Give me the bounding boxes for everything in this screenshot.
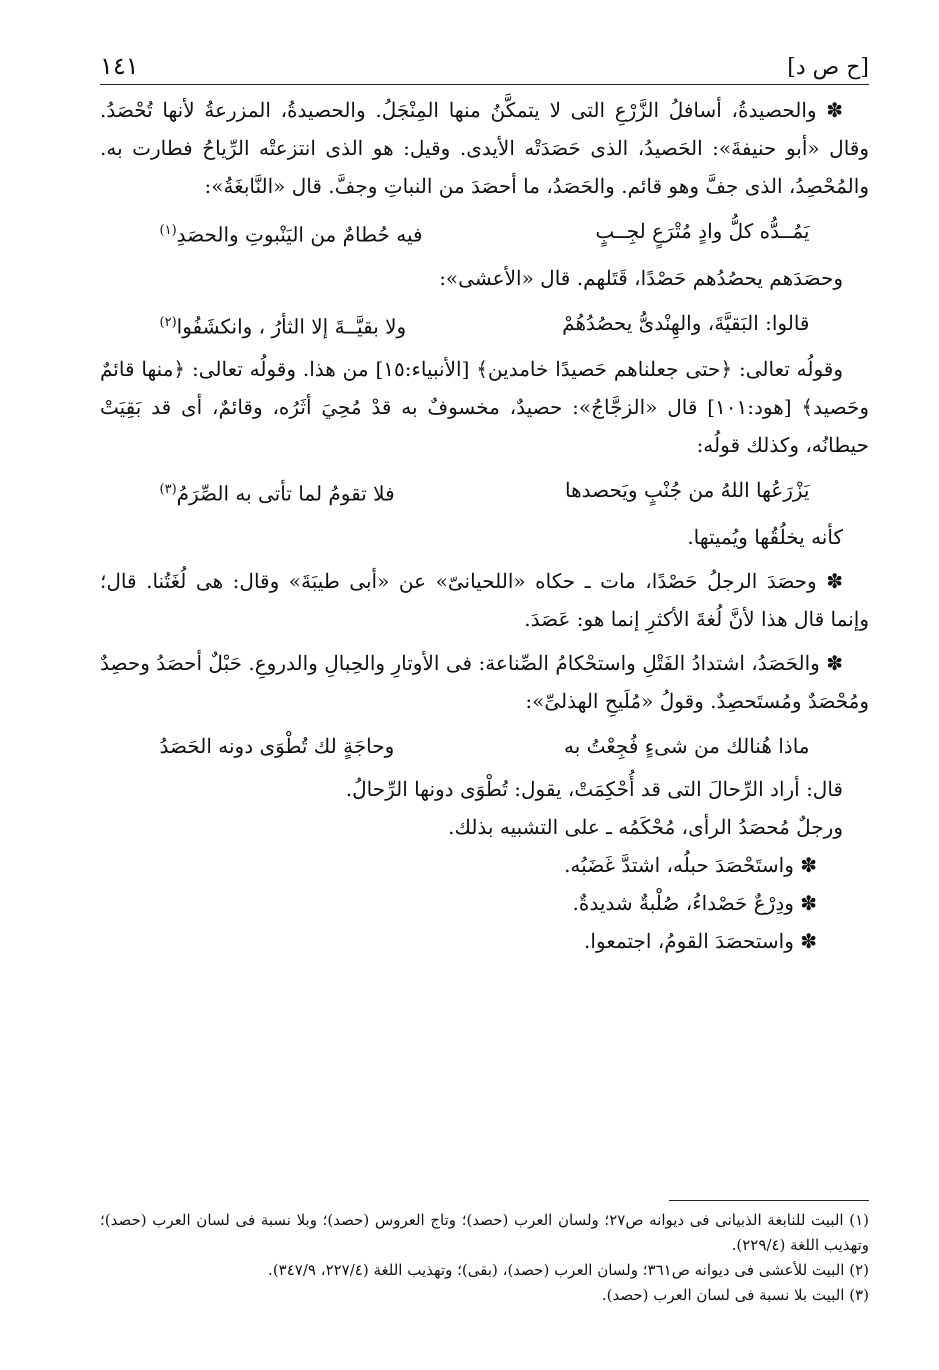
footnote-marker: (٣) (159, 482, 177, 498)
footnote-marker: (١) (159, 223, 177, 238)
verse-mulayh (160, 724, 810, 768)
verse-second-hemistich (160, 301, 407, 349)
verse-first-hemistich: ماذا هُنالك من شىءٍ فُجِعْتُ به (564, 733, 810, 758)
verse-second-hemistich-text: ولا بقيَّــةَ إلا الثأرُ ، وانكشَفُوا (176, 314, 407, 339)
verse-first-hemistich: يَزْرَعُها اللهُ من جُنْبٍ ويَحصدها (564, 478, 810, 503)
verse-second-hemistich (160, 468, 395, 516)
paragraph-hasadahum: وحصَدَهم يحصُدُهم حَصْدًا، قَتَلهم. قال «الأعشى»: (439, 265, 843, 290)
verse-first-hemistich: قالوا: البَقيَّةَ، والهِنْدىُّ يحصُدُهُمْ (562, 310, 810, 335)
running-header (100, 52, 869, 85)
page-number: ١٤١ (100, 52, 139, 80)
verse-second-hemistich-text: فيه حُطامٌ من اليَنْبوتِ والحصَدِ (176, 222, 423, 247)
paragraph-hasida: ✽ والحصيدةُ، أسافلُ الزَّرْعِ التى لا يتمكَّنُ منها المِنْجَلُ. والحصيدةُ، المزرعةُ لأنها تُحْصَدُ. وقال «أبو حنيفةَ»: الحَصيدُ، الذى حَصَدَتْه الأيدى. وقيل: هو الذى انتزعتْه الرِّياحُ فطارت به. والمُحْصِدُ، الذى جفَّ وهو قائم. والحَصَدُ، ما أحصَدَ من النباتِ وجفَّ. قال «النَّابغَةُ»: (100, 98, 870, 198)
paragraph-explanation: كأنه يخلُقُها ويُميتها. (687, 524, 843, 549)
verse-second-hemistich (160, 209, 423, 257)
entry-dir-hasda: ✽ ودِرْعٌ حَصْداءُ، صُلْبةٌ شديدةٌ. (572, 890, 817, 915)
footnote-1: (١) البيت للنابغة الذبيانى فى ديوانه ص٢٧؛ ولسان العرب (حصد)؛ وتاج العروس (حصد)؛ وبلا نسبة فى لسان العرب (حصد)؛ وتهذيب اللغة (٢٢٩/٤). (100, 1211, 869, 1254)
footnote-marker: (٢) (159, 314, 177, 330)
footnotes (100, 1208, 869, 1308)
header-root-letters: [ح ص د] (787, 55, 869, 80)
paragraph-muhsad-rai: ورجلٌ مُحصَدُ الرأى، مُحْكَمُه ـ على التشبيه بذلك. (448, 814, 843, 839)
footnote-3: (٣) البيت بلا نسبة فى لسان العرب (حصد). (601, 1286, 869, 1304)
verse-second-hemistich: وحاجَةٍ لك تُطْوَى دونه الحَصَدُ (159, 733, 395, 758)
verse-nabigha (160, 209, 810, 257)
footnote-2: (٢) البيت للأعشى فى ديوانه ص٣٦١؛ ولسان العرب (حصد)، (بقى)؛ وتهذيب اللغة (٢٢٧/٤، ٣٤٧/٩). (268, 1261, 869, 1279)
entry-istahsada-qawm: ✽ واستحصَدَ القومُ، اجتمعوا. (584, 928, 817, 953)
verse-aasha (160, 301, 810, 349)
main-text (100, 91, 869, 960)
verse-first-hemistich: يَمُــدُّه كلُّ وادٍ مُتْرَعٍ لجِــبٍ (595, 219, 810, 243)
paragraph-death: ✽ وحصَدَ الرجلُ حَصْدًا، مات ـ حكاه «اللحيانىّ» عن «أبى طيبَةَ» وقال: هى لُغَتُنا. قال؛ وإنما قال هذا لأنَّ لُغةَ الأكثرِ إنما هو: عَصَدَ. (100, 568, 869, 631)
verse-anonymous (160, 468, 810, 516)
entry-istahsada-hablu: ✽ واستَحْصَدَ حبلُه، اشتدَّ غَضَبُه. (564, 852, 817, 877)
verse-second-hemistich-text: فلا تقومُ لما تأتى به الصِّرَمُ (176, 481, 395, 506)
footnote-separator (669, 1200, 869, 1201)
paragraph-hasad: ✽ والحَصَدُ، اشتدادُ الفَتْلِ واستحْكامُ الصِّناعة: فى الأوتارِ والحِبالِ والدروعِ. حَبْلٌ أحصَدُ وحصِدٌ ومُحْصَدٌ ومُستَحصِدٌ. وقولُ «مُلَيحِ الهذلىِّ»: (100, 650, 869, 713)
paragraph-quran: وقولُه تعالى: ﴿حتى جعلناهم حَصيدًا خامدين﴾ [الأنبياء:١٥] من هذا. وقولُه تعالى: ﴿منها قائمٌ وحَصيد﴾ [هود:١٠١] قال «الزجَّاجُ»: حصيدٌ، مخسوفٌ به قدْ مُحِيَ أثَرُه، وقائمٌ، أى قد بَقِيَتْ حيطانُه، وكذلك قولُه: (100, 357, 869, 458)
paragraph-rihal: قال: أراد الرِّحالَ التى قد أُحْكِمَتْ، يقول: تُطْوَى دونها الرِّحالُ. (345, 776, 843, 801)
